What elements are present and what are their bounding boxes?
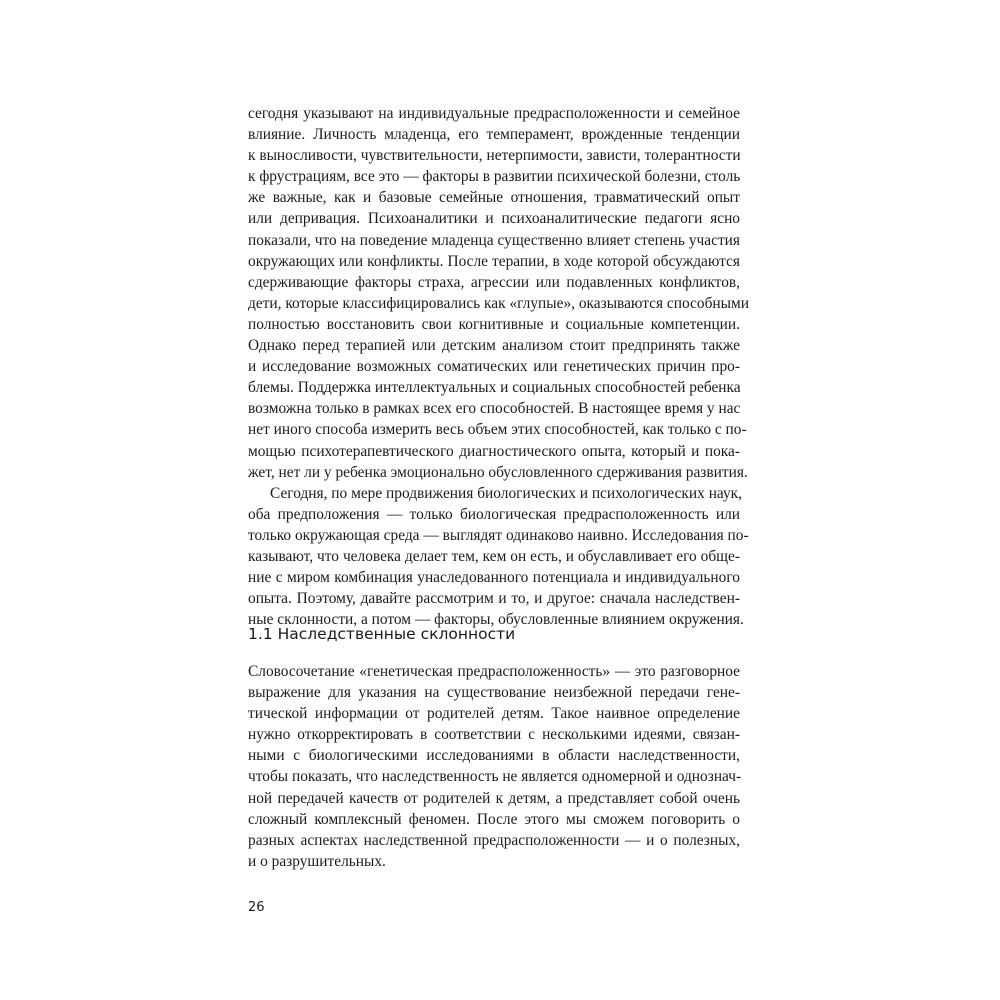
text-line: и о разрушительных. (248, 852, 386, 870)
text-line: же важные, как и базовые семейные отношения, травматический опыт (248, 189, 740, 207)
text-line: блемы. Поддержка интеллектуальных и социальных способностей ребенка (248, 379, 741, 397)
text-line: влияние. Личность младенца, его темперамент, врожденные тенденции (248, 126, 740, 144)
text-line: оба предположения — только биологическая предрасположенность или (248, 505, 740, 523)
text-line: Сегодня, по мере продвижения биологических и психологических наук, (270, 484, 742, 502)
text-line: сегодня указывают на индивидуальные предрасположенности и семейное (248, 105, 740, 122)
text-line: сложный комплексный феномен. После этого мы сможем поговорить о (248, 810, 740, 828)
text-line: окружающих или конфликты. После терапии, в ходе которой обсуждаются (248, 252, 740, 270)
text-line: ными с биологическими исследованиями в области наследственности, (248, 747, 740, 765)
text-line: выражение для указания на существование неизбежной передачи гене- (248, 684, 740, 702)
text-line: нет иного способа измерить весь объем этих способностей, как только с по- (248, 421, 747, 439)
text-line: казывают, что человека делает тем, кем он есть, и обуславливает его обще- (248, 547, 740, 565)
text-line: ной передачей качеств от родителей к детям, а представляет собой очень (248, 789, 740, 807)
text-line: Однако перед терапией или детским анализом стоит предпринять также (248, 337, 740, 355)
text-line: показали, что на поведение младенца существенно влияет степень участия (248, 231, 740, 249)
text-line: Словосочетание «генетическая предрасположенность» — это разговорное (248, 663, 740, 680)
text-line: к выносливости, чувствительности, нетерпимости, зависти, толерантности (248, 147, 741, 165)
body-text-section (248, 661, 740, 872)
text-line: тической информации от родителей детям. Такое наивное определение (248, 705, 740, 723)
paragraph (248, 483, 749, 631)
page-number: 26 (248, 900, 265, 915)
paragraph (248, 103, 749, 483)
text-line: чтобы показать, что наследственность не является одномерной и однознач- (248, 768, 742, 786)
text-line: полностью восстановить свои когнитивные и социальные компетенции. (248, 315, 740, 333)
text-line: и исследование возможных соматических или генетических причин про- (248, 358, 740, 376)
text-line: опыта. Поэтому, давайте рассмотрим и то, и другое: сначала наследствен- (248, 590, 740, 608)
section-heading: 1.1 Наследственные склонности (248, 625, 516, 643)
text-line: к фрустрациям, все это — факторы в развитии психической болезни, столь (248, 168, 741, 186)
text-line: ние с миром комбинация унаследованного потенциала и индивидуального (248, 569, 740, 587)
text-line: нужно откорректировать в соответствии с несколькими идеями, связан- (248, 726, 740, 744)
text-line: только окружающая среда — выглядят одинаково наивно. Исследования по- (248, 526, 749, 544)
paragraph (248, 661, 740, 872)
text-line: мощью психотерапевтического диагностического опыта, который и пока- (248, 442, 740, 460)
text-line: жет, нет ли у ребенка эмоционально обусловленного сдерживания развития. (248, 463, 748, 481)
text-line: разных аспектах наследственной предрасположенности — и о полезных, (248, 831, 740, 849)
text-line: или депривация. Психоаналитики и психоаналитические педагоги ясно (248, 210, 740, 228)
text-line: дети, которые классифицировались как «глупые», оказываются способными (248, 294, 749, 312)
text-line: ные склонности, а потом — факторы, обусловленные влиянием окружения. (248, 611, 744, 629)
text-line: сдерживающие факторы страха, агрессии или подавленных конфликтов, (248, 273, 740, 291)
body-text-top (248, 103, 749, 630)
text-line: возможна только в рамках всех его способностей. В настоящее время у нас (248, 400, 741, 418)
